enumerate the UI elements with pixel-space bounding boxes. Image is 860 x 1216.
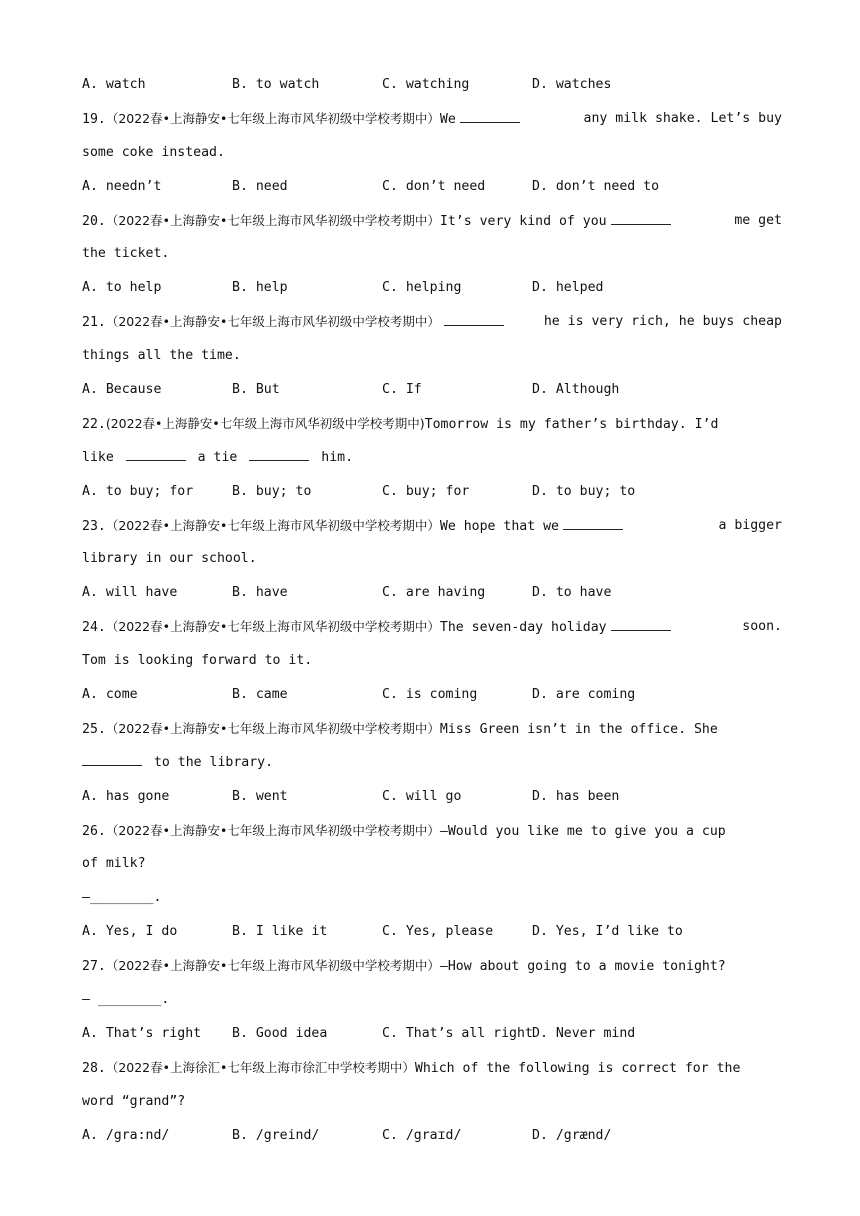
question-26-line-1: 26.（2022春•上海静安•七年级上海市风华初级中学校考期中）—Would you like me to give you a cup [82, 822, 726, 839]
answer-blank-1 [126, 443, 186, 461]
question-19-line-1: 19.（2022春•上海静安•七年级上海市风华初级中学校考期中）We any milk shake. Let’s buy [82, 102, 782, 136]
option-d: D. has been [532, 788, 620, 804]
options-row-27 [82, 1017, 782, 1051]
question-23-line-2: library in our school. [82, 551, 257, 567]
options-row-23 [82, 576, 782, 610]
option-d: D. watches [532, 77, 612, 92]
option-b: B. buy; to [232, 483, 312, 499]
question-20-line-2: the ticket. [82, 246, 170, 262]
option-a: A. That’s right [82, 1025, 202, 1041]
question-source: （2022春•上海静安•七年级上海市风华初级中学校考期中） [105, 822, 440, 838]
option-b: B. have [232, 585, 288, 601]
option-a: A. Because [82, 382, 162, 398]
options-row-28 [82, 1119, 782, 1153]
question-source: （2022春•上海静安•七年级上海市风华初级中学校考期中） [105, 720, 440, 736]
option-a: A. has gone [82, 788, 170, 804]
question-source: （2022春•上海静安•七年级上海市风华初级中学校考期中） [105, 517, 440, 533]
question-26-line-3: —________. [82, 890, 162, 906]
question-23-line-1: 23.（2022春•上海静安•七年级上海市风华初级中学校考期中）We hope that we a bigger [82, 509, 782, 543]
answer-blank [444, 308, 504, 326]
question-19-line-2: some coke instead. [82, 144, 225, 160]
option-b: B. I like it [232, 924, 328, 940]
answer-blank [563, 512, 623, 530]
question-27-line-2: — ________. [82, 992, 170, 1008]
option-c: C. watching [382, 77, 470, 92]
option-b: B. need [232, 178, 288, 194]
question-20-line-1: 20.（2022春•上海静安•七年级上海市风华初级中学校考期中）It’s very kind of you me get [82, 204, 782, 238]
option-b: B. But [232, 382, 280, 398]
question-source: (2022春•上海静安•七年级上海市风华初级中学校考期中) [105, 415, 425, 431]
option-d: D. are coming [532, 687, 636, 703]
options-row-21 [82, 373, 782, 407]
option-b: B. /greind/ [232, 1127, 320, 1143]
question-21-line-1: 21.（2022春•上海静安•七年级上海市风华初级中学校考期中） he is very rich, he buys cheap [82, 305, 782, 339]
document-page [82, 68, 782, 1153]
option-c: C. don’t need [382, 178, 486, 194]
option-b: B. came [232, 687, 288, 703]
answer-blank [82, 748, 142, 766]
option-c: C. buy; for [382, 483, 470, 499]
question-22-line-2: like a tie him. [82, 441, 782, 475]
question-number: 22. [82, 416, 106, 432]
option-a: A. Yes, I do [82, 924, 178, 940]
option-a: A. come [82, 687, 138, 703]
option-a: A. /gra:nd/ [82, 1127, 170, 1143]
question-24-line-1: 24.（2022春•上海静安•七年级上海市风华初级中学校考期中）The seven-day holiday soon. [82, 610, 782, 644]
options-row-20 [82, 271, 782, 305]
option-c: C. are having [382, 585, 486, 601]
question-number: 20. [82, 213, 106, 229]
option-b: B. to watch [232, 77, 320, 92]
option-b: B. help [232, 280, 288, 296]
question-number: 27. [82, 959, 106, 975]
answer-blank [611, 207, 671, 225]
options-row-22 [82, 475, 782, 509]
option-d: D. helped [532, 280, 604, 296]
question-21-line-2: things all the time. [82, 348, 241, 364]
option-a: A. needn’t [82, 178, 162, 194]
question-source: （2022春•上海静安•七年级上海市风华初级中学校考期中） [105, 958, 440, 974]
question-source: （2022春•上海静安•七年级上海市风华初级中学校考期中） [105, 314, 440, 330]
option-d: D. to buy; to [532, 483, 636, 499]
question-26-line-2: of milk? [82, 856, 146, 872]
question-number: 28. [82, 1060, 106, 1076]
question-source: （2022春•上海徐汇•七年级上海市徐汇中学校考期中） [105, 1059, 415, 1075]
question-22-line-1: 22.(2022春•上海静安•七年级上海市风华初级中学校考期中)Tomorrow is my father’s birthday. I’d [82, 415, 719, 432]
question-number: 21. [82, 315, 106, 331]
option-d: D. don’t need to [532, 178, 660, 194]
option-d: D. Although [532, 382, 620, 398]
question-number: 23. [82, 518, 106, 534]
option-c: C. will go [382, 788, 462, 804]
option-d: D. Never mind [532, 1025, 636, 1041]
option-b: B. went [232, 788, 288, 804]
question-number: 26. [82, 823, 106, 839]
question-28-line-1: 28.（2022春•上海徐汇•七年级上海市徐汇中学校考期中）Which of the following is correct for the [82, 1059, 741, 1076]
question-number: 25. [82, 721, 106, 737]
option-c: C. helping [382, 280, 462, 296]
question-25-line-1: 25.（2022春•上海静安•七年级上海市风华初级中学校考期中）Miss Green isn’t in the office. She [82, 720, 718, 737]
question-source: （2022春•上海静安•七年级上海市风华初级中学校考期中） [105, 619, 440, 635]
option-c: C. /graɪd/ [382, 1127, 462, 1143]
option-a: A. watch [82, 77, 146, 92]
question-28-line-2: word “grand”? [82, 1093, 186, 1109]
question-number: 24. [82, 620, 106, 636]
option-d: D. /grænd/ [532, 1127, 612, 1143]
options-row-26 [82, 915, 782, 949]
answer-blank-2 [249, 443, 309, 461]
option-a: A. to help [82, 280, 162, 296]
option-d: D. to have [532, 585, 612, 601]
option-a: A. to buy; for [82, 483, 194, 499]
question-source: （2022春•上海静安•七年级上海市风华初级中学校考期中） [105, 212, 440, 228]
question-27-line-1: 27.（2022春•上海静安•七年级上海市风华初级中学校考期中）—How about going to a movie tonight? [82, 958, 726, 975]
answer-blank [611, 613, 671, 631]
options-row-25 [82, 780, 782, 814]
answer-blank [460, 105, 520, 123]
options-row-19 [82, 170, 782, 204]
options-row-18 [82, 68, 782, 102]
option-c: C. Yes, please [382, 924, 494, 940]
question-25-line-2: to the library. [82, 746, 782, 780]
option-b: B. Good idea [232, 1025, 328, 1041]
options-row-24 [82, 678, 782, 712]
question-number: 19. [82, 111, 106, 127]
option-c: C. If [382, 382, 422, 398]
option-c: C. That’s all right [382, 1025, 533, 1041]
question-source: （2022春•上海静安•七年级上海市风华初级中学校考期中） [105, 110, 440, 126]
question-24-line-2: Tom is looking forward to it. [82, 653, 313, 669]
option-d: D. Yes, I’d like to [532, 924, 683, 940]
option-a: A. will have [82, 585, 178, 601]
option-c: C. is coming [382, 687, 478, 703]
